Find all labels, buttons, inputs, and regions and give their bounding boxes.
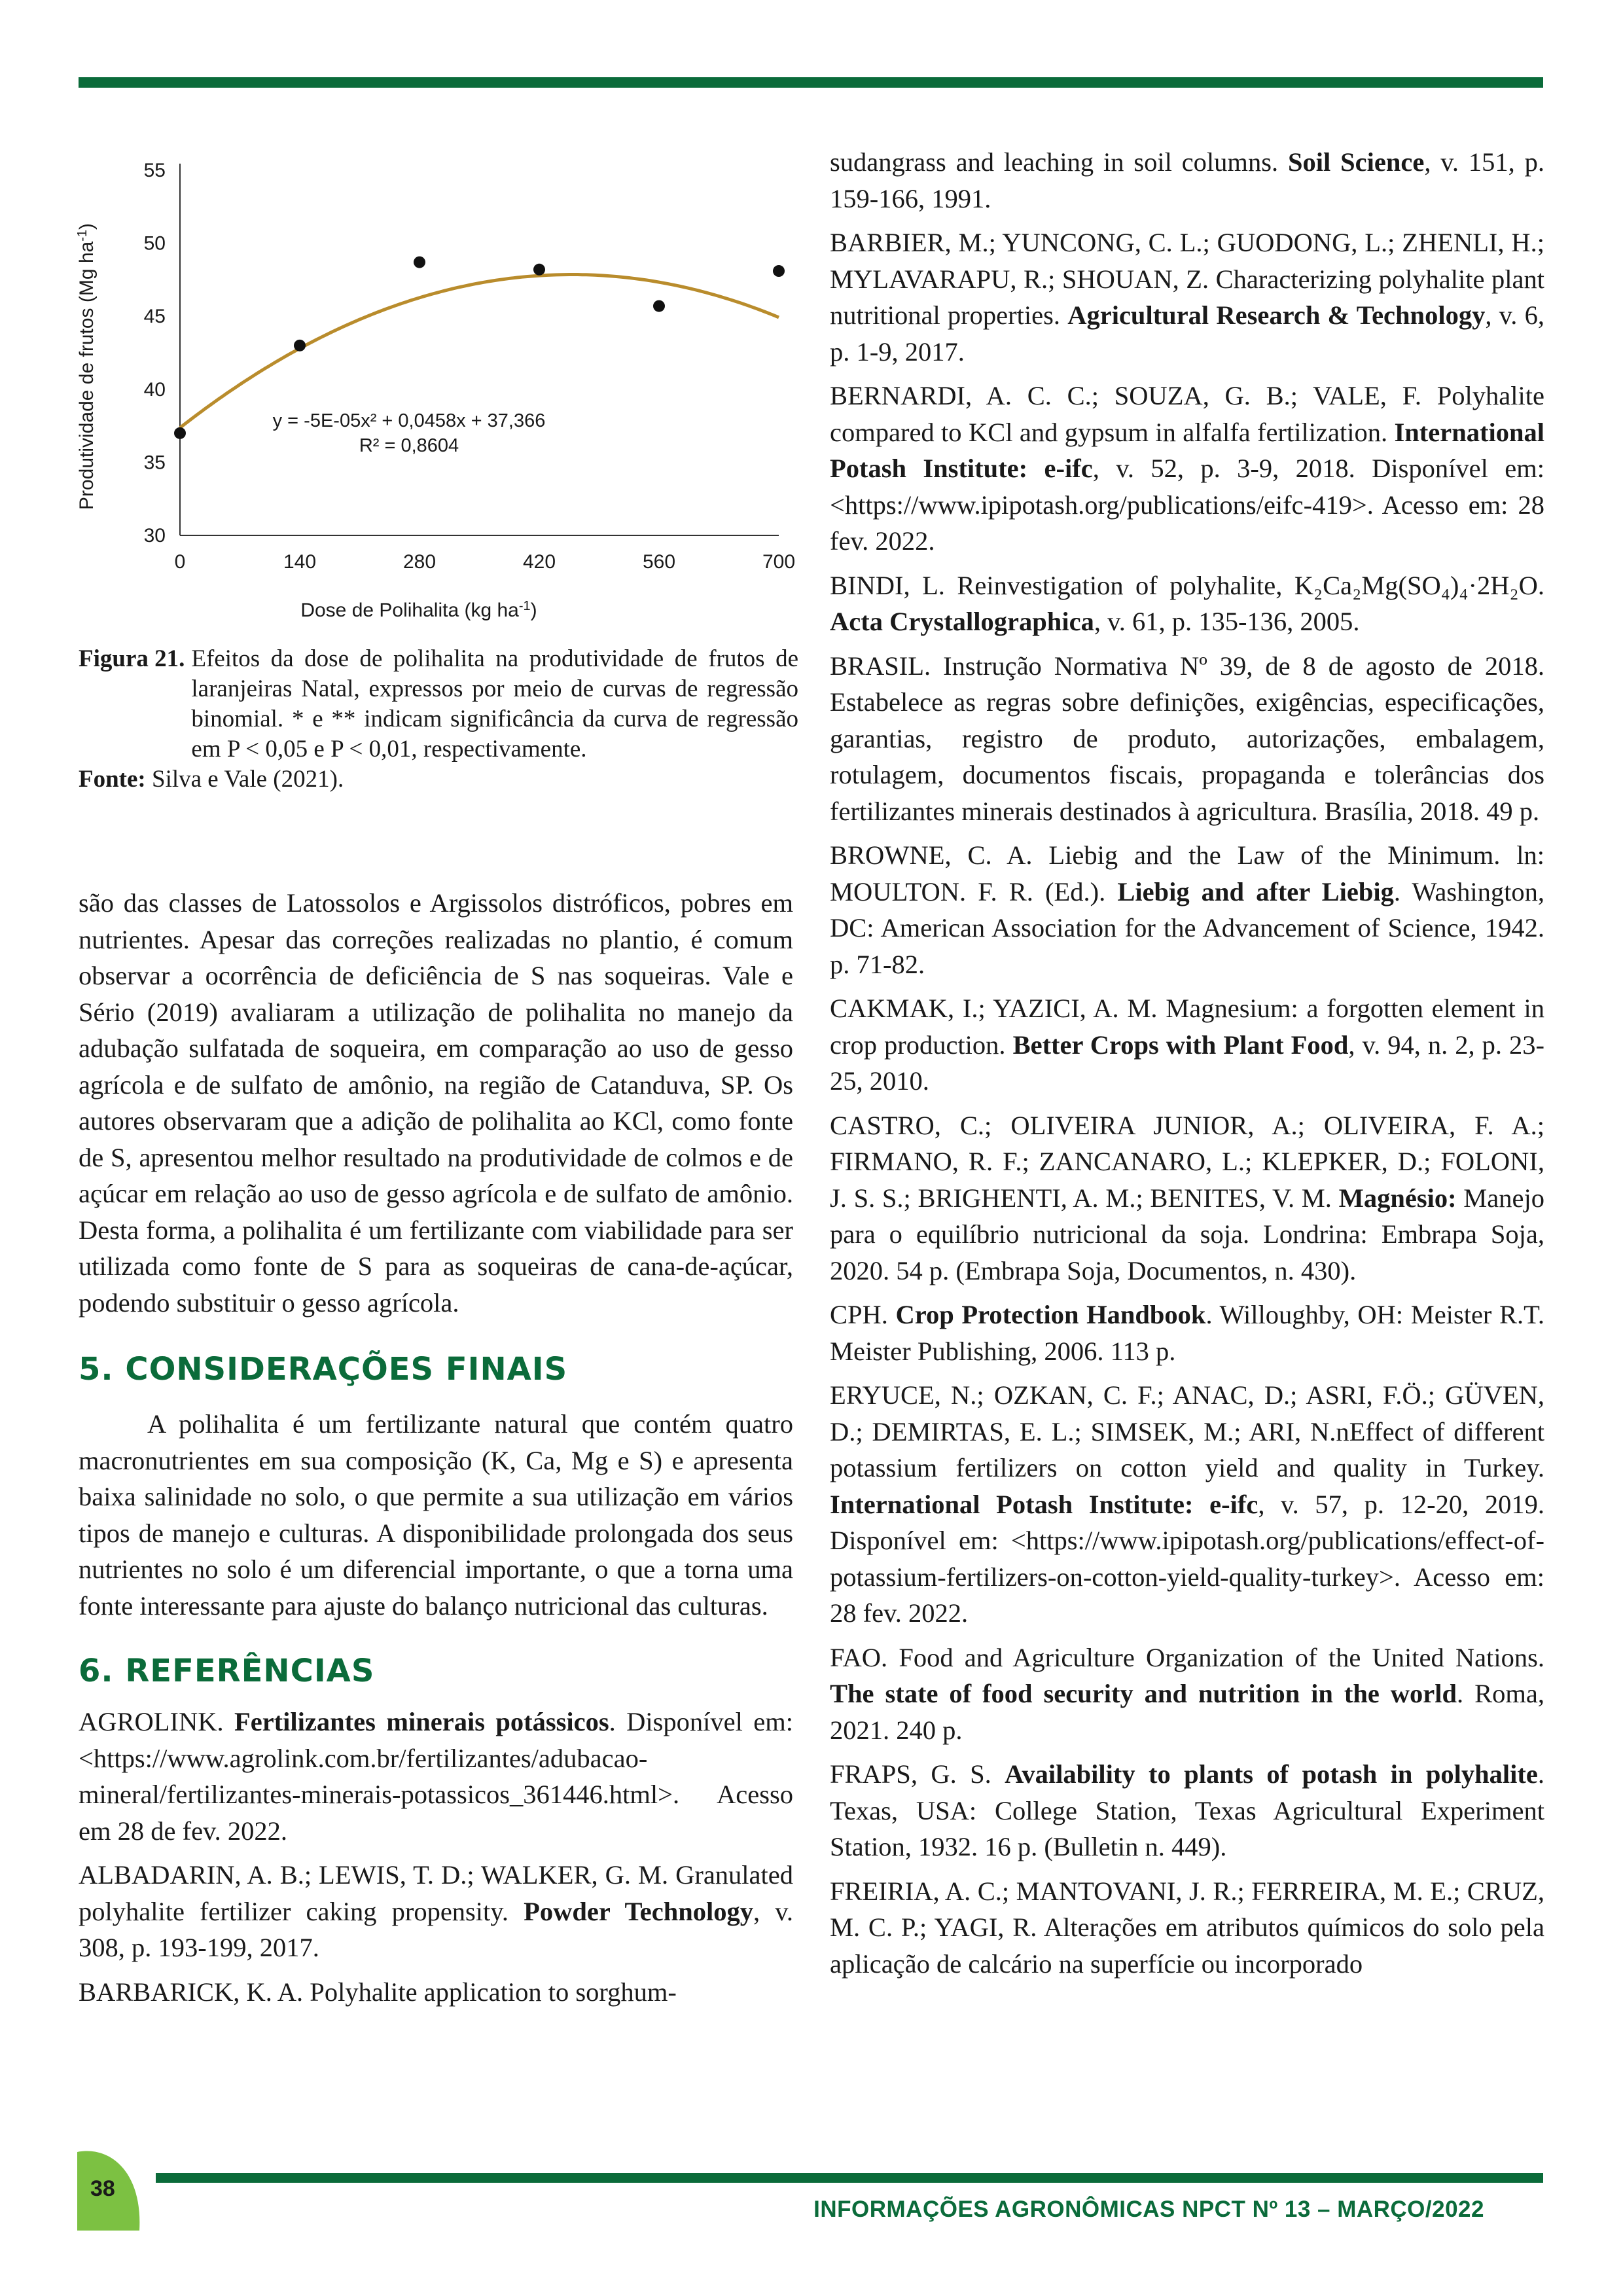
y-axis-title: Produtividade de frutos (Mg $ha^{-1}$) bbox=[75, 223, 98, 511]
data-point bbox=[174, 427, 186, 439]
reference-item bbox=[830, 1377, 1544, 1632]
reference-details: . Willoughby, OH: Meister R.T. Meister Publishing, 2006. 113 p. bbox=[830, 1300, 1544, 1366]
regression-equation: y = -5E-05x² + 0,0458x + 37,366 bbox=[272, 410, 546, 431]
reference-title: International Potash Institute: e-ifc bbox=[830, 1489, 1258, 1519]
y-tick-label: 55 bbox=[143, 160, 166, 181]
reference-details: , v. 94, n. 2, p. 23-25, 2010. bbox=[830, 1030, 1544, 1096]
reference-text: CASTRO, C.; OLIVEIRA JUNIOR, A.; OLIVEIRA, F. A.; FIRMANO, R. F.; ZANCANARO, L.; KLEPKER, D.; FOLONI, J. S. S.; BRIGHENTI, A. M.; BENITES, V. M. bbox=[830, 1110, 1544, 1213]
section-heading-6: 6. REFERÊNCIAS bbox=[79, 1653, 375, 1689]
data-point bbox=[773, 265, 785, 277]
reference-text: BARBIER, M.; YUNCONG, C. L.; GUODONG, L.; ZHENLI, H.; MYLAVARAPU, R.; SHOUAN, Z. Characterizing polyhalite plant nutritional properties. bbox=[830, 228, 1544, 330]
x-axis-title: Dose de Polihalita (kg $ha^{-1}$) bbox=[300, 599, 537, 621]
reference-title: Liebig and after Liebig bbox=[1117, 876, 1394, 906]
reference-item bbox=[830, 1297, 1544, 1369]
x-tick-label: 0 bbox=[174, 551, 186, 573]
reference-item bbox=[830, 144, 1544, 217]
reference-item bbox=[830, 378, 1544, 560]
reference-text: BINDI, L. Reinvestigation of polyhalite, K₂Ca₂Mg(SO₄)₄·2H₂O. bbox=[830, 570, 1544, 600]
reference-title: Fertilizantes minerais potássicos bbox=[234, 1707, 609, 1736]
reference-details: , v. 6, p. 1-9, 2017. bbox=[830, 300, 1544, 367]
x-tick-label: 420 bbox=[522, 551, 556, 573]
journal-footer: INFORMAÇÕES AGRONÔMICAS NPCT Nº 13 – MARÇO/2022 bbox=[813, 2197, 1484, 2222]
reference-item bbox=[830, 1640, 1544, 1749]
reference-text: sudangrass and leaching in soil columns. bbox=[830, 147, 1288, 177]
reference-item bbox=[830, 990, 1544, 1100]
source-label: Fonte: bbox=[79, 766, 146, 793]
reference-title: Acta Crystallographica bbox=[830, 607, 1094, 636]
reference-details: , v. 61, p. 135-136, 2005. bbox=[1094, 607, 1360, 636]
reference-text: FRAPS, G. S. bbox=[830, 1759, 1005, 1789]
footer-rule bbox=[156, 2173, 1543, 2183]
x-tick-label: 140 bbox=[283, 551, 317, 573]
section-heading-5: 5. CONSIDERAÇÕES FINAIS bbox=[79, 1351, 568, 1388]
reference-title: Availability to plants of potash in polyhalite bbox=[1005, 1759, 1538, 1789]
reference-details: , v. 151, p. 159-166, 1991. bbox=[830, 147, 1545, 213]
references-right bbox=[830, 144, 1544, 1982]
reference-title: Magnésio: bbox=[1338, 1183, 1457, 1213]
reference-details: . Roma, 2021. 240 p. bbox=[830, 1679, 1544, 1745]
y-tick-label: 50 bbox=[143, 232, 166, 255]
reference-item bbox=[79, 1704, 793, 1849]
regression-chart bbox=[75, 144, 798, 641]
data-point bbox=[533, 264, 545, 276]
reference-text: BRASIL. Instrução Normativa Nº 39, de 8 de agosto de 2018. Estabelece as regras sobre definições, exigências, especificações, garantias, registro de produto, autorizações, embalagem, rotulagem, documentos fiscais, propaganda e tolerâncias dos fertilizantes minerais destinados à agricultura. Brasília, 2018. 49 p. bbox=[830, 651, 1544, 826]
reference-item bbox=[79, 1857, 793, 1966]
y-tick-label: 35 bbox=[143, 452, 166, 474]
r-squared: R² = 0,8604 bbox=[359, 435, 459, 456]
reference-details: , v. 308, p. 193-199, 2017. bbox=[79, 1896, 793, 1962]
reference-title: Soil Science bbox=[1287, 147, 1425, 177]
reference-item bbox=[830, 1756, 1544, 1865]
reference-title: International Potash Institute: e-ifc bbox=[830, 417, 1544, 483]
reference-text: BROWNE, C. A. Liebig and the Law of the Minimum. ln: MOULTON. F. R. (Ed.). bbox=[830, 840, 1544, 906]
figure-source bbox=[79, 764, 798, 795]
reference-item bbox=[830, 567, 1544, 640]
reference-item bbox=[830, 224, 1544, 370]
y-tick-label: 45 bbox=[143, 306, 166, 328]
header-rule bbox=[79, 77, 1543, 88]
reference-text: ALBADARIN, A. B.; LEWIS, T. D.; WALKER, G. M. Granulated polyhalite fertilizer caking propensity. bbox=[79, 1860, 793, 1926]
reference-details: , v. 52, p. 3-9, 2018. Disponível em: <https://www.ipipotash.org/publications/eifc-419>. Acesso em: 28 fev. 2022. bbox=[830, 454, 1545, 556]
reference-title: Agricultural Research & Technology bbox=[1067, 300, 1486, 330]
reference-details: Manejo para o equilíbrio nutricional da soja. Londrina: Embrapa Soja, 2020. 54 p. (Embrapa Soja, Documentos, n. 430). bbox=[830, 1183, 1545, 1285]
page-number: 38 bbox=[90, 2176, 115, 2201]
source-text: Silva e Vale (2021). bbox=[152, 766, 344, 793]
left-column bbox=[79, 885, 793, 2018]
reference-text: CPH. bbox=[830, 1300, 896, 1329]
reference-text: BERNARDI, A. C. C.; SOUZA, G. B.; VALE, F. Polyhalite compared to KCl and gypsum in alfalfa fertilization. bbox=[830, 381, 1544, 447]
trend-curve bbox=[180, 275, 779, 428]
reference-title: Better Crops with Plant Food bbox=[1012, 1030, 1349, 1060]
figure-chart bbox=[75, 144, 798, 641]
figure-label: Figura 21. bbox=[79, 645, 185, 672]
right-column bbox=[830, 144, 1544, 1990]
x-tick-label: 560 bbox=[642, 551, 676, 573]
figure-caption-text: Efeitos da dose de polihalita na produtividade de frutos de laranjeiras Natal, expressos por meio de curvas de regressão binomial. * e ** indicam significância da curva de regressão em P < 0,05 e P < 0,01, respectivamente. bbox=[191, 645, 798, 762]
reference-text: FREIRIA, A. C.; MANTOVANI, J. R.; FERREIRA, M. E.; CRUZ, M. C. P.; YAGI, R. Alterações em atributos químicos do solo pela aplicação de calcário na superfície ou incorporado bbox=[830, 1876, 1544, 1979]
references-left bbox=[79, 1704, 793, 2010]
reference-title: Powder Technology bbox=[524, 1896, 754, 1926]
y-tick-label: 30 bbox=[143, 525, 166, 547]
reference-item bbox=[830, 1107, 1544, 1289]
body-paragraph: são das classes de Latossolos e Argissolos distróficos, pobres em nutrientes. Apesar das correções realizadas no plantio, é comum observar a ocorrência de deficiência de S nas soqueiras. Vale e Sério (2019) avaliaram a utilização de polihalita no manejo da adubação sulfatada de soqueira, em comparação ao uso de gesso agrícola e de sulfato de amônio, na região de Catanduva, SP. Os autores observaram que a adição de polihalita ao KCl, como fonte de S, apresentou melhor resultado na produtividade de colmos e de açúcar em relação ao uso de gesso agrícola e de sulfato de amônio. Desta forma, a polihalita é um fertilizante com viabilidade para ser utilizada como fonte de S para as soqueiras de cana-de-açúcar, podendo substituir o gesso agrícola. bbox=[79, 888, 793, 1318]
reference-item bbox=[830, 837, 1544, 982]
reference-title: The state of food security and nutrition in the world bbox=[830, 1679, 1457, 1708]
reference-text: ERYUCE, N.; OZKAN, C. F.; ANAC, D.; ASRI, F.Ö.; GÜVEN, D.; DEMIRTAS, E. L.; SIMSEK, M.; ARI, N.nEffect of different potassium fertilizers on cotton yield and quality in Turkey. bbox=[830, 1380, 1544, 1482]
x-tick-label: 700 bbox=[762, 551, 796, 573]
reference-details: , v. 57, p. 12-20, 2019. Disponível em: <https://www.ipipotash.org/publications/effect-of-potassium-fertilizers-on-cotton-yield-quality-turkey>. Acesso em: 28 fev. 2022. bbox=[830, 1489, 1545, 1628]
reference-details: . Washington, DC: American Association for the Advancement of Science, 1942. p. 71-82. bbox=[830, 876, 1544, 979]
data-point bbox=[414, 257, 425, 268]
reference-text: CAKMAK, I.; YAZICI, A. M. Magnesium: a forgotten element in crop production. bbox=[830, 994, 1544, 1060]
reference-text: BARBARICK, K. A. Polyhalite application to sorghum- bbox=[79, 1977, 677, 2007]
reference-item bbox=[79, 1974, 793, 2011]
x-tick-label: 280 bbox=[402, 551, 437, 573]
reference-title: Crop Protection Handbook bbox=[895, 1300, 1206, 1329]
reference-text: FAO. Food and Agriculture Organization of the United Nations. bbox=[830, 1642, 1544, 1672]
data-point bbox=[294, 340, 306, 351]
reference-text: AGROLINK. bbox=[79, 1707, 234, 1736]
figure-caption bbox=[79, 644, 798, 795]
data-point bbox=[653, 300, 665, 312]
reference-details: . Texas, USA: College Station, Texas Agricultural Experiment Station, 1932. 16 p. (Bulletin n. 449). bbox=[830, 1759, 1544, 1861]
reference-item bbox=[830, 648, 1544, 830]
reference-details: . Disponível em: <https://www.agrolink.com.br/fertilizantes/adubacao-mineral/fertilizantes-minerais-potassicos_361446.html>. Acesso em 28 de fev. 2022. bbox=[79, 1707, 793, 1846]
conclusion-paragraph: A polihalita é um fertilizante natural que contém quatro macronutrientes em sua composição (K, Ca, Mg e S) e apresenta baixa salinidade no solo, o que permite a sua utilização em vários tipos de manejo e culturas. A disponibilidade prolongada dos seus nutrientes no solo é um diferencial importante, o que a torna uma fonte interessante para ajuste do balanço nutricional das culturas. bbox=[79, 1409, 793, 1621]
y-tick-label: 40 bbox=[143, 378, 166, 401]
reference-item bbox=[830, 1873, 1544, 1982]
